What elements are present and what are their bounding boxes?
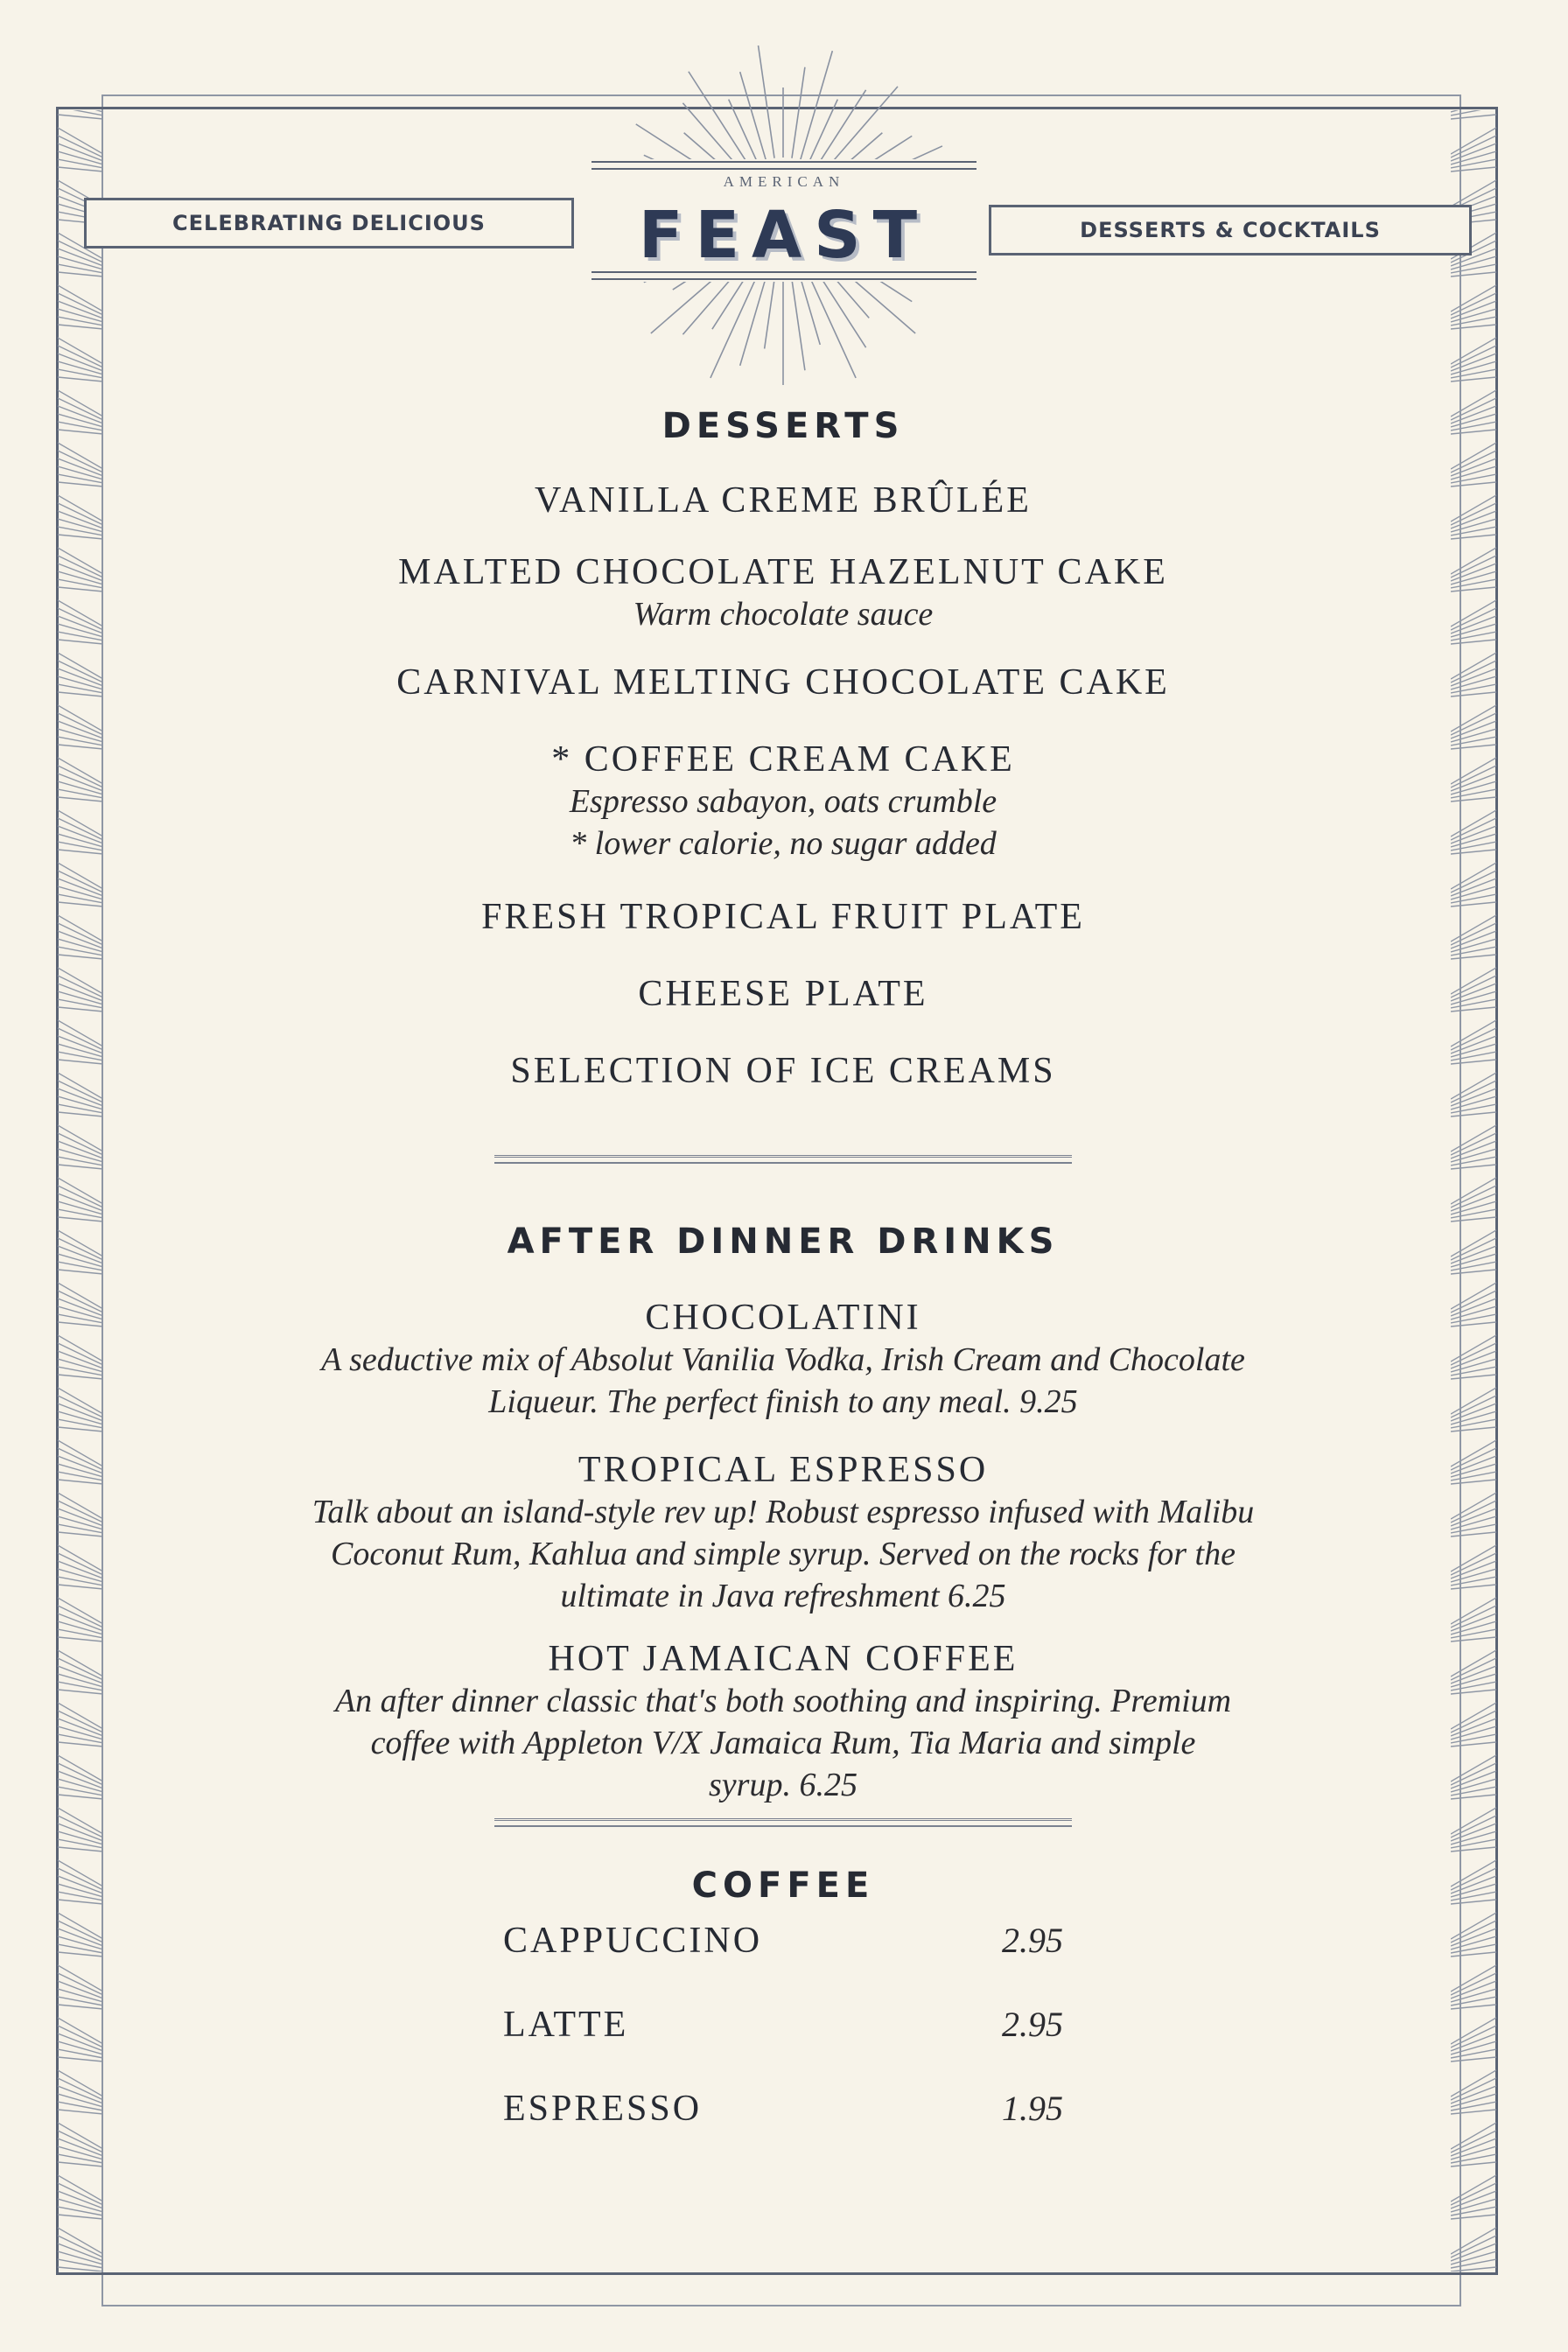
section-divider [494,1155,1072,1164]
menu-header [0,0,1568,385]
dessert-carnival-melting-chocolate-cake: CARNIVAL MELTING CHOCOLATE CAKE [396,662,1170,703]
desserts-title: DESSERTS [662,406,905,446]
dessert-coffee-cream-cake: * COFFEE CREAM CAKE [551,739,1015,780]
dessert-fresh-tropical-fruit-plate: FRESH TROPICAL FRUIT PLATE [481,897,1085,937]
right-border-ornament [1451,110,1496,2272]
drink-chocolatini-desc-1: A seductive mix of Absolut Vanilia Vodka, Irish Cream and Chocolate [321,1341,1245,1378]
drinks-title: AFTER DINNER DRINKS [507,1222,1060,1262]
drink-hot-jamaican-coffee: HOT JAMAICAN COFFEE [548,1639,1018,1679]
ribbon-left [84,198,574,248]
coffee-title: COFFEE [691,1866,875,1906]
drink-tropical-espresso-desc-1: Talk about an island-style rev up! Robust espresso infused with Malibu [312,1494,1255,1530]
logo-feast: FEAST [638,198,930,273]
drink-tropical-espresso-desc-2: Coconut Rum, Kahlua and simple syrup. Served on the rocks for the [331,1536,1236,1572]
coffee-price: 1.95 [1002,2089,1063,2128]
left-border-ornament [58,110,103,2272]
drink-tropical-espresso-desc-3: ultimate in Java refreshment 6.25 [560,1578,1006,1614]
coffee-price: 2.95 [1002,1921,1063,1960]
coffee-name: ESPRESSO [503,2089,703,2129]
logo-american: AMERICAN [723,173,845,190]
section-divider [494,1818,1072,1827]
coffee-row-latte [503,2004,1063,2046]
drink-chocolatini-desc-2: Liqueur. The perfect finish to any meal. 9.25 [488,1383,1078,1420]
coffee-row-cappuccino [503,1920,1063,1962]
drink-hot-jamaican-coffee-desc-1: An after dinner classic that's both soothing and inspiring. Premium [334,1683,1232,1719]
drink-tropical-espresso: TROPICAL ESPRESSO [578,1450,989,1490]
dessert-selection-of-ice-creams: SELECTION OF ICE CREAMS [510,1051,1056,1091]
drink-hot-jamaican-coffee-desc-2: coffee with Appleton V/X Jamaica Rum, Tia Maria and simple [370,1725,1196,1761]
dessert-malted-chocolate-desc: Warm chocolate sauce [633,596,934,633]
ribbon-right [989,205,1472,256]
logo [592,159,976,282]
coffee-name: LATTE [503,2005,629,2045]
drink-chocolatini: CHOCOLATINI [645,1298,921,1338]
dessert-coffee-cream-desc: Espresso sabayon, oats crumble [569,783,998,820]
dessert-cheese-plate: CHEESE PLATE [638,974,928,1014]
drink-hot-jamaican-coffee-desc-3: syrup. 6.25 [709,1767,858,1803]
dessert-vanilla-creme-brulee: VANILLA CREME BRÛLÉE [535,480,1032,521]
dessert-coffee-cream-note: * lower calorie, no sugar added [570,825,997,862]
coffee-name: CAPPUCCINO [503,1921,763,1961]
dessert-malted-chocolate-hazelnut-cake: MALTED CHOCOLATE HAZELNUT CAKE [398,552,1168,592]
ribbon-right-text: DESSERTS & COCKTAILS [1080,218,1381,242]
menu-content [140,385,1426,2130]
coffee-row-espresso [503,2088,1063,2130]
coffee-price: 2.95 [1002,2005,1063,2044]
ribbon-left-text: CELEBRATING DELICIOUS [172,211,486,235]
